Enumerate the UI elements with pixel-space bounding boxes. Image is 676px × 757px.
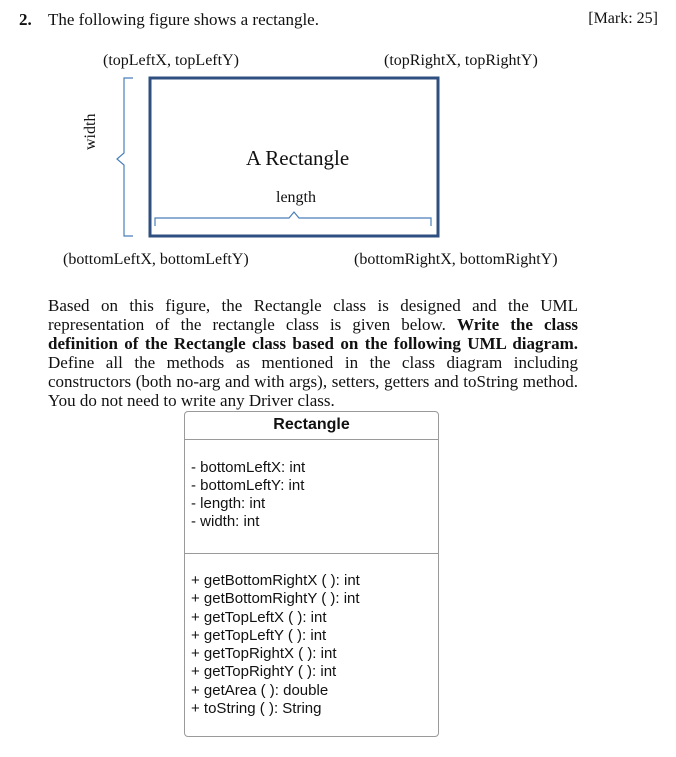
uml-attribute: - length: int [191,495,266,512]
question-number: 2. [19,10,32,29]
length-label: length [276,189,316,206]
rectangle-label: A Rectangle [246,146,350,170]
uml-attribute: - width: int [191,513,260,530]
top-left-label: (topLeftX, topLeftY) [103,52,239,69]
paragraph-text-2: Define all the methods as mentioned in the class diagram including constructors (both no-arg and with args), setters, getters and toString method. You do not need to write any Driver class. [48,353,578,410]
uml-methods-section [185,554,438,718]
width-brace [117,78,133,236]
uml-class-diagram [184,411,439,737]
length-brace [155,212,431,226]
question-text: The following figure shows a rectangle. [48,10,319,29]
uml-attributes-section [185,440,438,554]
instruction-paragraph [48,296,578,410]
uml-method: + getTopRightY ( ): int [191,663,337,681]
uml-method: + getBottomRightX ( ): int [191,572,360,589]
uml-attribute: - bottomLeftX: int [191,459,306,476]
width-label: width [82,113,99,150]
bottom-left-label: (bottomLeftX, bottomLeftY) [63,251,249,268]
top-right-label: (topRightX, topRightY) [384,52,538,69]
uml-method: + getTopRightX ( ): int [191,645,337,663]
paragraph-bold-instruction: Write the class definition of the Rectangle class based on the following UML diagram. [48,315,578,353]
uml-method: + getArea ( ): double [191,681,329,699]
uml-method: + getTopLeftX ( ): int [191,608,327,626]
uml-method: + toString ( ): String [191,700,322,718]
uml-attribute: - bottomLeftY: int [191,477,305,494]
question-mark: [Mark: 25] [588,10,658,27]
uml-method: + getTopLeftY ( ): int [191,626,327,644]
rectangle-figure [0,0,676,250]
bottom-right-label: (bottomRightX, bottomRightY) [354,251,558,268]
paragraph-text-1: Based on this figure, the Rectangle class is designed and the UML representation of the rectangle class is given below. [48,296,578,334]
uml-class-name: Rectangle [185,412,438,440]
uml-method: + getBottomRightY ( ): int [191,590,360,608]
